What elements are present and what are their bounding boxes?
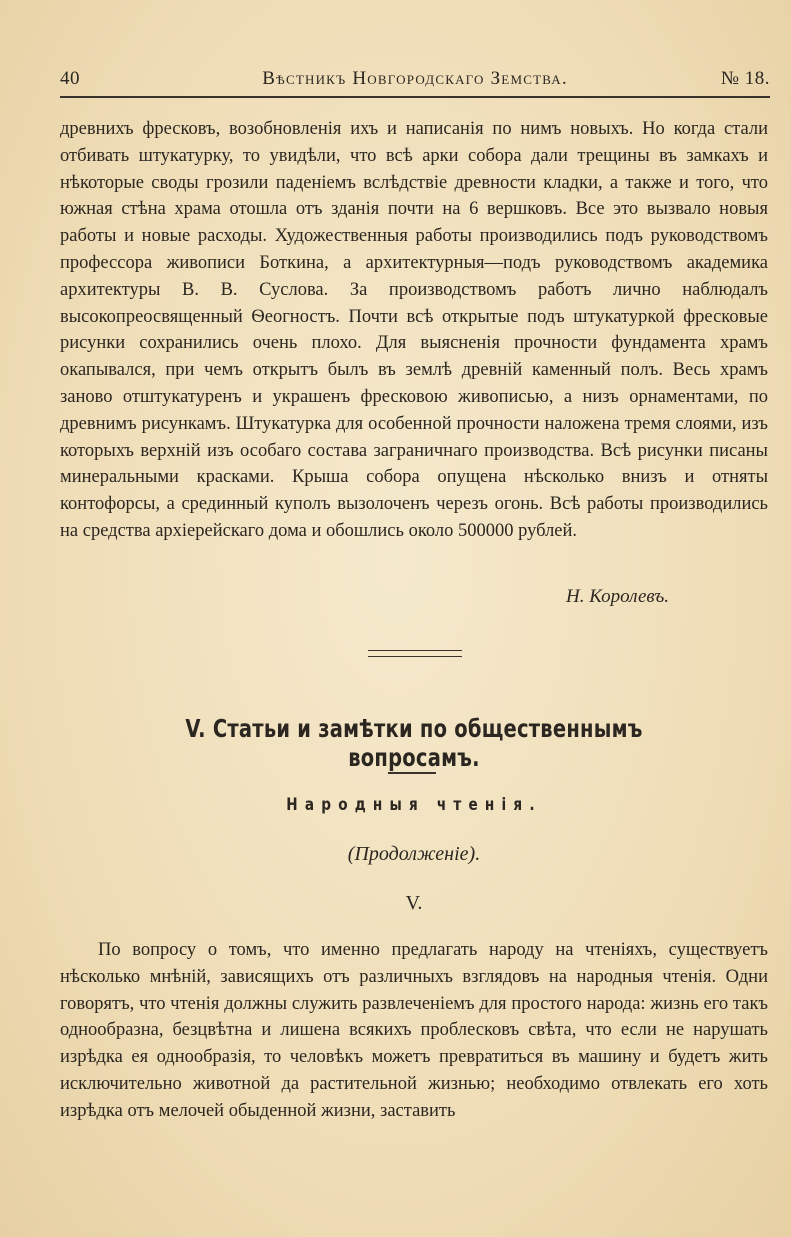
page-number: 40 [60,68,80,89]
article-title: Народныя чтенія. [286,795,542,815]
article-body [60,116,768,545]
chapter-number: V. [405,892,423,914]
issue-number: № 18. [720,68,770,89]
running-header [60,64,770,94]
continuation-note: (Продолженіе). [347,843,481,865]
header-rule [60,96,770,98]
article-body-2 [60,937,768,1125]
paragraph: древнихъ фресковъ, возобновленія ихъ и написанія по нимъ новыхъ. Но когда стали отбивать штукатурку, то увидѣли, что всѣ арки собора дали трещины въ замкахъ и нѣкоторые своды грозили паденіемъ вслѣдствіе древности кладки, а также и того, что южная стѣна храма отошла отъ зданія почти на 6 вершковъ. Все это вызвало новыя работы и новые расходы. Художественныя работы производились подъ руководствомъ профессора живописи Боткина, а архитектурныя—подъ руководствомъ академика архитектуры В. В. Суслова. За производствомъ работъ лично наблюдалъ высокопреосвященный Ѳеогностъ. Почти всѣ открытые подъ штукатуркой фресковые рисунки сохранились очень плохо. Для выясненія прочности фундамента храмъ окапывался, при чемъ открытъ былъ въ землѣ древній каменный полъ. Весь храмъ заново отштукатуренъ и украшенъ фресковою живописью, а низъ орнаментами, по древнимъ рисункамъ. Штукатурка для особенной прочности наложена тремя слоями, изъ которыхъ верхній изъ особаго состава заграничнаго производства. Всѣ рисунки писаны минеральными красками. Крыша собора опущена нѣсколько внизъ и отняты контофорсы, а срединный куполъ вызолоченъ черезъ огонь. Всѣ работы производились на средства архіерейскаго дома и обошлись около 500000 рублей. [60,119,768,541]
section-heading: V. Статьи и замѣтки по общественнымъ вопросамъ. [185,714,643,772]
paragraph: По вопросу о томъ, что именно предлагать народу на чтеніяхъ, существуетъ нѣсколько мнѣній, зависящихъ отъ различныхъ взглядовъ на народныя чтенія. Одни говорятъ, что чтенія должны служить развлеченіемъ для простого народа: жизнь его такъ однообразна, безцвѣтна и лишена всякихъ проблесковъ свѣта, что если не нарушать изрѣдка ея однообразія, то человѣкъ можетъ превратиться въ машину и будетъ жить исключительно животной да растительной жизнью; необходимо отвлекать его хоть изрѣдка отъ мелочей обыденной жизни, заставить [60,940,768,1121]
author-signature: Н. Королевъ. [566,586,669,607]
section-divider [368,650,462,657]
journal-title: Вѣстникъ Новгородскаго Земства. [262,68,568,89]
heading-rule [388,772,436,774]
